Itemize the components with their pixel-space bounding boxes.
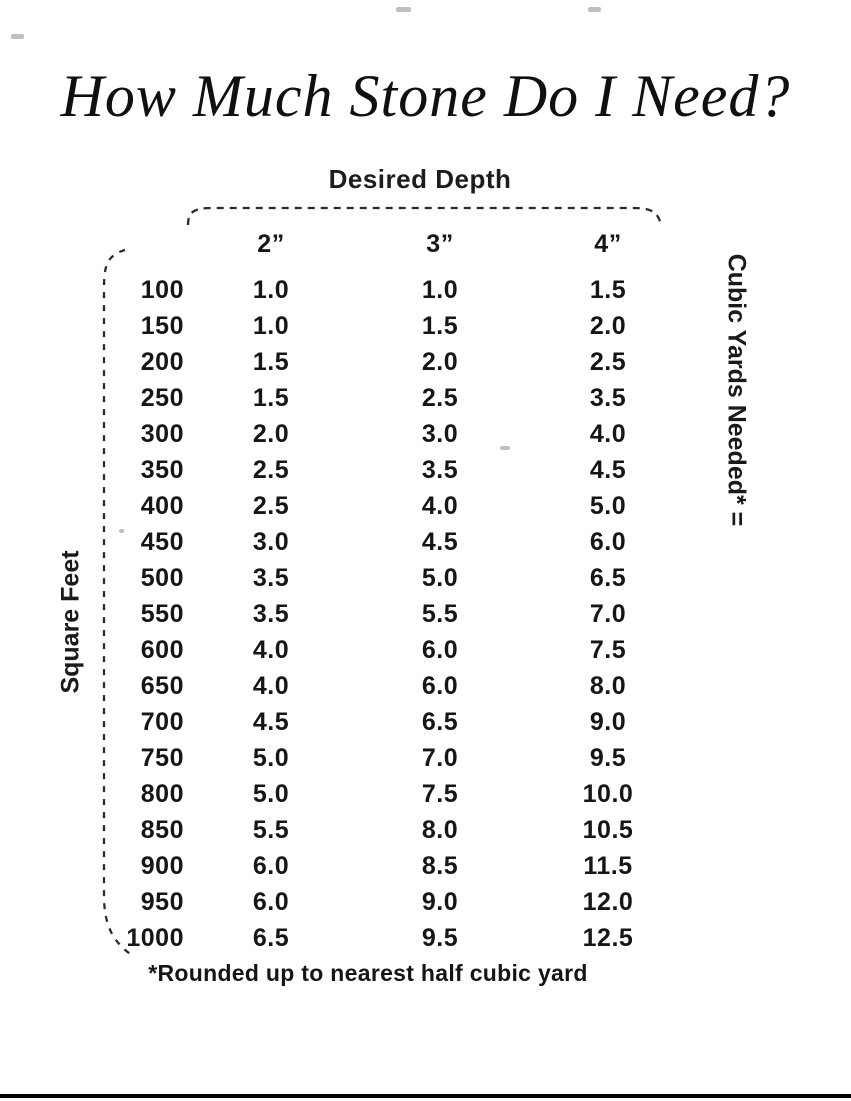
square-feet-value: 550 xyxy=(140,599,184,628)
square-feet-value: 400 xyxy=(140,491,184,520)
cubic-yards-value: 5.0 xyxy=(421,563,459,592)
cubic-yards-value: 2.5 xyxy=(589,347,627,376)
square-feet-value: 700 xyxy=(140,707,184,736)
cubic-yards-value: 8.0 xyxy=(421,815,459,844)
scan-speckle xyxy=(588,7,601,12)
square-feet-value: 800 xyxy=(140,779,184,808)
cubic-yards-value: 9.5 xyxy=(421,923,459,952)
table-row xyxy=(98,344,692,380)
cubic-yards-value: 6.0 xyxy=(589,527,627,556)
square-feet-value: 100 xyxy=(140,275,184,304)
square-feet-value: 150 xyxy=(140,311,184,340)
cubic-yards-value: 9.0 xyxy=(589,707,627,736)
cubic-yards-value: 6.0 xyxy=(252,887,290,916)
cubic-yards-value: 9.0 xyxy=(421,887,459,916)
cubic-yards-value: 1.5 xyxy=(252,347,290,376)
cubic-yards-value: 5.0 xyxy=(589,491,627,520)
cubic-yards-value: 2.0 xyxy=(589,311,627,340)
square-feet-value: 850 xyxy=(140,815,184,844)
square-feet-value: 350 xyxy=(140,455,184,484)
cubic-yards-value: 4.5 xyxy=(421,527,459,556)
cubic-yards-value: 3.5 xyxy=(421,455,459,484)
scan-speckle xyxy=(119,529,124,533)
square-feet-value: 250 xyxy=(140,383,184,412)
cubic-yards-value: 1.5 xyxy=(589,275,627,304)
table-row xyxy=(98,452,692,488)
cubic-yards-value: 8.0 xyxy=(589,671,627,700)
cubic-yards-value: 2.5 xyxy=(421,383,459,412)
square-feet-value: 200 xyxy=(140,347,184,376)
depth-column-header: 3” xyxy=(426,230,454,258)
cubic-yards-value: 6.0 xyxy=(421,635,459,664)
cubic-yards-label: Cubic Yards Needed* = xyxy=(722,253,751,527)
column-headers xyxy=(98,230,692,259)
table-row xyxy=(98,848,692,884)
cubic-yards-value: 6.0 xyxy=(421,671,459,700)
table-row xyxy=(98,596,692,632)
desired-depth-brace xyxy=(180,200,670,230)
cubic-yards-value: 3.0 xyxy=(421,419,459,448)
table-row xyxy=(98,812,692,848)
square-feet-label: Square Feet xyxy=(56,550,85,694)
cubic-yards-value: 6.5 xyxy=(252,923,290,952)
cubic-yards-value: 3.5 xyxy=(252,563,290,592)
cubic-yards-value: 1.0 xyxy=(421,275,459,304)
cubic-yards-value: 7.0 xyxy=(421,743,459,772)
cubic-yards-value: 1.0 xyxy=(252,311,290,340)
cubic-yards-value: 2.0 xyxy=(421,347,459,376)
desired-depth-label: Desired Depth xyxy=(328,164,512,194)
cubic-yards-value: 4.5 xyxy=(252,707,290,736)
cubic-yards-value: 7.5 xyxy=(421,779,459,808)
cubic-yards-value: 1.0 xyxy=(252,275,290,304)
stone-table xyxy=(98,272,692,956)
square-feet-value: 450 xyxy=(140,527,184,556)
square-feet-value: 950 xyxy=(140,887,184,916)
square-feet-value: 650 xyxy=(140,671,184,700)
cubic-yards-value: 11.5 xyxy=(583,851,633,880)
table-row xyxy=(98,272,692,308)
scan-speckle xyxy=(396,7,411,12)
cubic-yards-value: 4.5 xyxy=(589,455,627,484)
cubic-yards-value: 4.0 xyxy=(421,491,459,520)
square-feet-value: 600 xyxy=(140,635,184,664)
cubic-yards-value: 5.5 xyxy=(252,815,290,844)
cubic-yards-value: 10.5 xyxy=(582,815,634,844)
cubic-yards-value: 10.0 xyxy=(582,779,634,808)
cubic-yards-value: 12.0 xyxy=(582,887,634,916)
table-row xyxy=(98,308,692,344)
depth-column-header: 2” xyxy=(257,230,285,258)
table-row xyxy=(98,560,692,596)
table-row xyxy=(98,740,692,776)
cubic-yards-value: 5.0 xyxy=(252,743,290,772)
cubic-yards-value: 6.0 xyxy=(252,851,290,880)
cubic-yards-value: 2.0 xyxy=(252,419,290,448)
cubic-yards-value: 6.5 xyxy=(589,563,627,592)
cubic-yards-value: 3.5 xyxy=(589,383,627,412)
cubic-yards-value: 7.5 xyxy=(589,635,627,664)
square-feet-value: 750 xyxy=(140,743,184,772)
cubic-yards-value: 4.0 xyxy=(252,671,290,700)
table-row xyxy=(98,632,692,668)
cubic-yards-value: 3.5 xyxy=(252,599,290,628)
table-row xyxy=(98,668,692,704)
cubic-yards-value: 1.5 xyxy=(421,311,459,340)
square-feet-value: 300 xyxy=(140,419,184,448)
cubic-yards-value: 2.5 xyxy=(252,455,290,484)
table-row xyxy=(98,884,692,920)
footnote: *Rounded up to nearest half cubic yard xyxy=(148,960,588,986)
cubic-yards-value: 8.5 xyxy=(421,851,459,880)
table-row xyxy=(98,488,692,524)
square-feet-value: 1000 xyxy=(126,923,184,952)
table-row xyxy=(98,416,692,452)
cubic-yards-value: 1.5 xyxy=(252,383,290,412)
square-feet-value: 900 xyxy=(140,851,184,880)
cubic-yards-value: 12.5 xyxy=(582,923,634,952)
scan-speckle xyxy=(500,446,510,450)
bottom-scan-edge xyxy=(0,1094,851,1098)
page-title: How Much Stone Do I Need? xyxy=(60,63,791,129)
table-row xyxy=(98,920,692,956)
table-row xyxy=(98,524,692,560)
cubic-yards-value: 6.5 xyxy=(421,707,459,736)
table-row xyxy=(98,776,692,812)
cubic-yards-value: 4.0 xyxy=(252,635,290,664)
cubic-yards-value: 5.0 xyxy=(252,779,290,808)
square-feet-value: 500 xyxy=(140,563,184,592)
cubic-yards-value: 7.0 xyxy=(589,599,627,628)
cubic-yards-value: 3.0 xyxy=(252,527,290,556)
cubic-yards-value: 9.5 xyxy=(589,743,627,772)
depth-column-header: 4” xyxy=(594,230,622,258)
table-row xyxy=(98,380,692,416)
cubic-yards-value: 4.0 xyxy=(589,419,627,448)
scan-speckle xyxy=(11,34,24,39)
table-row xyxy=(98,704,692,740)
cubic-yards-value: 5.5 xyxy=(421,599,459,628)
cubic-yards-value: 2.5 xyxy=(252,491,290,520)
